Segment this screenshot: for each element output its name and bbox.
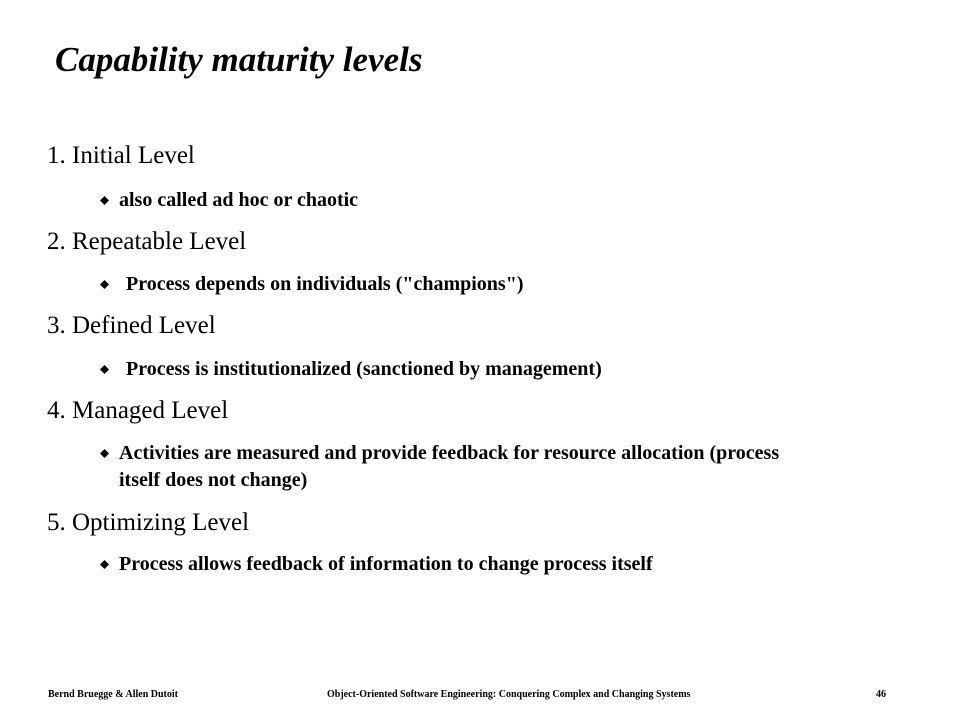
level-description [100, 440, 790, 494]
diamond-bullet-icon [100, 196, 109, 205]
diamond-bullet-icon [100, 365, 109, 374]
footer-authors: Bernd Bruegge & Allen Dutoit [48, 689, 178, 700]
level-description-text: also called ad hoc or chaotic [119, 189, 359, 211]
level-description [100, 356, 820, 383]
level-heading: 4. Managed Level [47, 397, 229, 424]
slide-title: Capability maturity levels [55, 40, 423, 79]
level-description [100, 551, 860, 578]
level-description-text: Process depends on individuals ("champions") [126, 273, 524, 295]
diamond-bullet-icon [100, 449, 109, 458]
diamond-bullet-icon [100, 280, 109, 289]
level-heading: 2. Repeatable Level [47, 228, 247, 255]
level-heading: 5. Optimizing Level [47, 509, 250, 536]
level-description-text: Activities are measured and provide feedback for resource allocation (process itself does not change) [119, 442, 780, 491]
footer-book-title: Object-Oriented Software Engineering: Conquering Complex and Changing Systems [327, 689, 691, 700]
level-heading: 1. Initial Level [47, 142, 195, 169]
footer-page-number: 46 [876, 689, 886, 700]
level-heading: 3. Defined Level [47, 312, 216, 339]
level-description-text: Process is institutionalized (sanctioned by management) [126, 358, 602, 380]
level-description-text: Process allows feedback of information to change process itself [119, 553, 653, 575]
level-description [100, 187, 820, 214]
level-description [100, 271, 820, 298]
diamond-bullet-icon [100, 560, 109, 569]
